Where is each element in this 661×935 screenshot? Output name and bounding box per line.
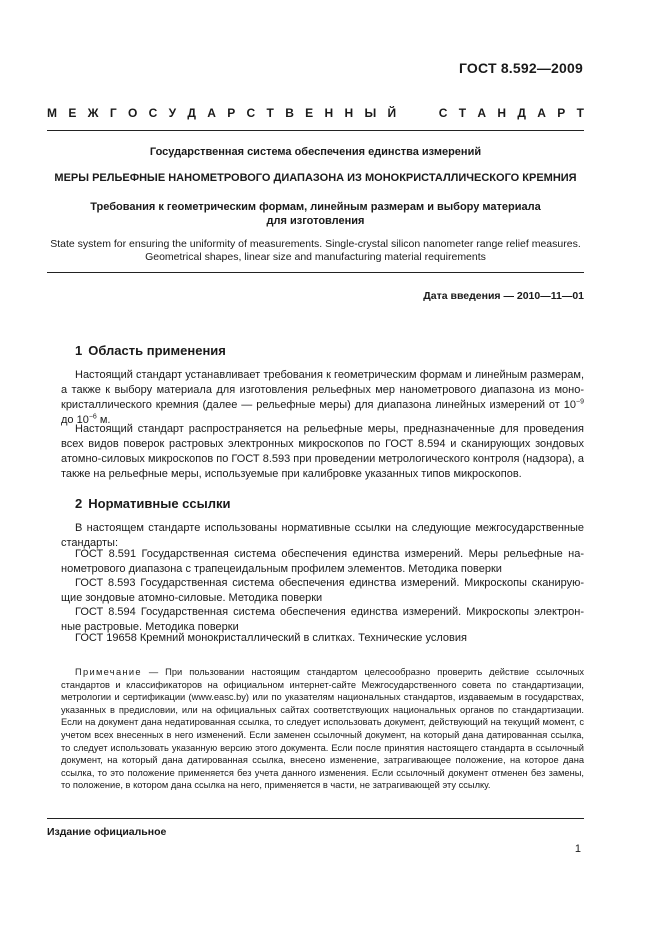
divider [47, 818, 584, 819]
reference-item: ГОСТ 8.593 Государственная система обеспечения единства измерений. Микроскопы сканирующие зондовые атомно-силовые. Методика поверки [61, 577, 584, 604]
heading-letter: Е [68, 106, 77, 120]
heading-letter: Р [227, 106, 236, 120]
heading-letter: В [285, 106, 294, 120]
note-text: — При пользовании настоящим стандартом целесообразно проверить действие ссылочных стандартов и классификаторов на официальном интернет-сайте Межгосударственного совета по стандартизации, метрологии и сертификации (www.easc.by) или по указателям национальных стандартов, издаваемым в государствах, указанных в предисловии, или на официальных сайтах соответствующих национальных органов по стандартизации. Если на документ дана недатированная ссылка, то следует использовать документ, действующий на текущий момент, с учетом всех внесенных в него изменений. Если заменен ссылочный документ, на который дана датированная ссылка, то следует использовать указанную версию этого документа. Если после принятия настоящего стандарта в ссылочный документ, на который дана датированная ссылка, внесено изменение, затрагивающее положение, на которое дана ссылка, то это положение применяется без учета данного изменения. Если ссылочный документ отменен без замены, то положение, в котором дана ссылка на него, применяется в части, не затрагивающей эту ссылку. [61, 667, 584, 791]
section-title: Нормативные ссылки [88, 496, 231, 511]
heading-letter: Ы [364, 106, 377, 120]
heading-letter: С [148, 106, 158, 120]
note [61, 666, 584, 792]
heading-letter: Н [497, 106, 507, 120]
heading-letter: С [246, 106, 256, 120]
heading-letter: Н [324, 106, 334, 120]
system-title: Государственная система обеспечения единства измерений [149, 146, 482, 158]
heading-letter: М [47, 106, 57, 120]
document-code: ГОСТ 8.592—2009 [458, 60, 583, 76]
official-edition-label: Издание официальное [47, 826, 167, 838]
heading-letter: Т [266, 106, 274, 120]
heading-letter: Н [344, 106, 354, 120]
section-number: 1 [75, 343, 83, 358]
heading-letter: А [207, 106, 216, 120]
heading-letter: Д [187, 106, 196, 120]
heading-letter: У [168, 106, 177, 120]
word-gap [407, 106, 427, 120]
section-1-heading [75, 343, 226, 358]
heading-letter: С [438, 106, 448, 120]
divider [47, 130, 584, 131]
english-title [47, 238, 584, 264]
heading-letter: Ж [87, 106, 99, 120]
section-number: 2 [75, 496, 83, 511]
heading-letter: Т [458, 106, 467, 120]
heading-letter: А [477, 106, 487, 120]
english-title-line: State system for ensuring the uniformity of measurements. Single-crystal silicon nanometer range relief measures. [50, 238, 581, 250]
subtitle-line: Требования к геометрическим формам, линейным размерам и выбору материала [90, 201, 541, 213]
english-title-line: Geometrical shapes, linear size and manufacturing material requirements [145, 251, 486, 263]
section-1-paragraph-1: Настоящий стандарт устанавливает требования к геометрическим формам и линейным размерам, а также к выбору материала для изготовления рельефных мер нанометрового диапазона из монокристаллического кремния (далее — рельефные меры) для диапазона линейных измерений от $10^{-9}$ до $10^{-6}$ м. [61, 369, 584, 426]
reference-item: ГОСТ 8.594 Государственная система обеспечения единства измерений. Микроскопы электронные растровые. Методика поверки [61, 606, 584, 633]
page-number: 1 [574, 843, 581, 855]
heading-letter: Д [517, 106, 526, 120]
introduction-date: Дата введения — 2010—11—01 [423, 290, 584, 302]
section-2-heading [75, 496, 230, 511]
section-2-intro: В настоящем стандарте использованы нормативные ссылки на следующие межгосударственные стандарты: [61, 522, 584, 549]
subtitle-line: для изготовления [266, 215, 365, 227]
heading-letter: Т [576, 106, 584, 120]
heading-letter: Р [557, 106, 566, 120]
heading-letter: Е [305, 106, 314, 120]
heading-letter: Г [109, 106, 117, 120]
heading-letter: Й [387, 106, 397, 120]
heading-letter: А [537, 106, 546, 120]
main-title: МЕРЫ РЕЛЬЕФНЫЕ НАНОМЕТРОВОГО ДИАПАЗОНА ИЗ МОНОКРИСТАЛЛИЧЕСКОГО КРЕМНИЯ [54, 172, 577, 184]
section-1-paragraph-2: Настоящий стандарт распространяется на рельефные меры, предназначенные для проведения всех видов поверок растровых электронных микроскопов по ГОСТ 8.594 и сканирующих зондовых атомно-силовых микроскопов по ГОСТ 8.593 при проведении метрологического контроля (надзора), а также на рельефные меры, используемые при калибровке указанных типов микроскопов. [61, 423, 584, 480]
subtitle [47, 200, 584, 228]
section-title: Область применения [88, 343, 226, 358]
note-label: Примечание [75, 667, 142, 677]
divider [47, 272, 584, 273]
heading-letter: О [127, 106, 138, 120]
interstate-standard-heading [47, 106, 584, 120]
reference-item: ГОСТ 8.591 Государственная система обеспечения единства измерений. Меры рельефные нанометрового диапазона с трапецеидальным профилем элементов. Методика поверки [61, 548, 584, 575]
reference-item: ГОСТ 19658 Кремний монокристаллический в слитках. Технические условия [75, 632, 467, 644]
